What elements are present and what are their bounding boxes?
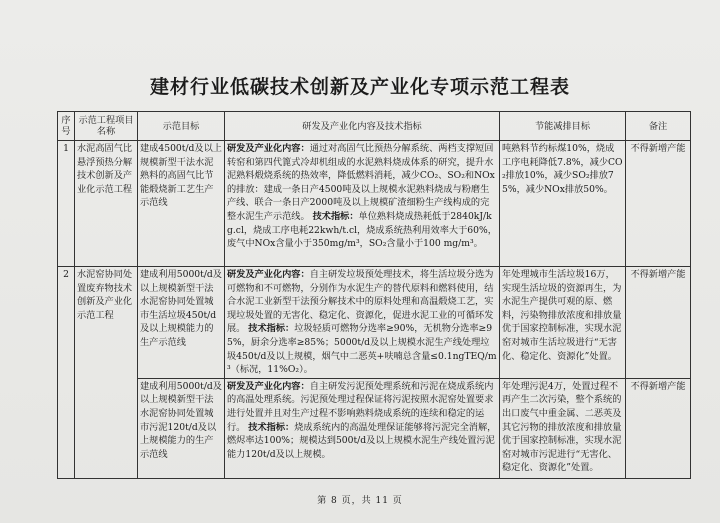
rd-text: 自主研发垃圾预处理技术，将生活垃圾分选为可燃物和不可燃物，分别作为水泥生产的替代原料和燃料使用，结合水泥工业新型干法预分解技术中的原料处理和高温煅烧工艺，实现垃圾处置的无害化、稳定化、资源化，促进水泥工业的可循环发展。 <box>227 269 494 335</box>
table-row <box>58 267 691 379</box>
row-goal: 建成4500t/d及以上规模新型干法水泥熟料的高固气比节能煅烧新工艺生产示范线 <box>138 141 225 267</box>
rd-text: 自主研发污泥预处理系统和污泥在烧成系统内的高温处理系统。污泥预处理过程保证将污泥按照水泥窑处置要求进行处置并且对生产过程不影响熟料烧成系统的连续和稳定的运行。 <box>227 380 494 433</box>
rd-label: 研发及产业化内容： <box>227 143 310 154</box>
tech-text: 垃圾轻质可燃物分选率≥90%，无机物分选率≥95%，厨余分选率≥85%；5000t/d及以上规模水泥生产线处理垃圾450t/d及以上规模，烟气中二恶英+呋喃总含量≤0.1ngTEQ/m³（标况，11%O₂）。 <box>227 323 497 376</box>
header-note: 备注 <box>626 112 691 141</box>
row-content <box>225 267 500 379</box>
row-note: 不得新增产能 <box>626 267 691 379</box>
tech-label: 技术指标： <box>248 421 295 433</box>
table-row <box>58 141 691 267</box>
row-seq: 2 <box>58 267 75 479</box>
rd-label: 研发及产业化内容： <box>227 269 310 280</box>
table-header-row <box>58 112 691 141</box>
header-saving: 节能减排目标 <box>500 112 626 141</box>
row-goal: 建成利用5000t/d及以上规模新型干法水泥窑协同处置城市生活垃圾450t/d及以上规模能力的生产示范线 <box>138 267 225 379</box>
row-saving: 吨熟料节约标煤10%，烧成工序电耗降低7.8%，减少CO₂排放10%，减少SO₂排放75%，减少NOx排放50%。 <box>500 141 626 267</box>
page-number: 第 8 页，共 11 页 <box>317 496 403 506</box>
row-seq: 1 <box>58 141 75 267</box>
header-seq: 序号 <box>58 112 75 141</box>
row-project: 水泥高固气比悬浮预热分解技术创新及产业化示范工程 <box>75 141 138 267</box>
rd-text: 通过对高固气比预热分解系统、两档支撑短回转窑和第四代篦式冷却机组成的水泥熟料烧成体系的研究，提升水泥熟料煅烧系统的热效率，降低燃料消耗，减少CO₂、SO₂和NOx的排放：建成一条日产4500吨及以上规模水泥熟料烧成与粉磨生产线、联合一条日产2000吨及以上规模矿渣细粉生产线构成的完整水泥生产示范线。 <box>227 143 495 222</box>
page-title: 建材行业低碳技术创新及产业化专项示范工程表 <box>149 76 570 98</box>
row-content <box>225 378 500 478</box>
row-note: 不得新增产能 <box>626 141 691 267</box>
row-saving: 年处理污泥4万，处置过程不再产生二次污染，整个系统的出口废气中重金属、二恶英及其它污物的排放浓度和排放量优于国家控制标准，实现水泥窑对城市污泥进行“无害化、稳定化、资源化”处置。 <box>500 378 626 478</box>
row-note: 不得新增产能 <box>626 378 691 478</box>
tech-label: 技术指标： <box>312 210 359 222</box>
row-saving: 年处理城市生活垃圾16万，实现生活垃圾的资源再生，为水泥生产提供可观的原、燃料，污染物排放浓度和排放量优于国家控制标准，实现水泥窑对城市生活垃圾进行“无害化、稳定化、资源化”处置。 <box>500 267 626 379</box>
header-content: 研发及产业化内容及技术指标 <box>225 112 500 141</box>
tech-label: 技术指标： <box>248 323 295 335</box>
row-project: 水泥窑协同处置废弃物技术创新及产业化示范工程 <box>75 267 138 479</box>
row-content <box>225 141 500 267</box>
tech-text: 烧成系统内的高温处理保证能够将污泥完全消解，燃烬率达100%；规模达到500t/d及以上规模水泥生产线处置污泥能力120t/d及以上规模。 <box>227 421 497 460</box>
demo-project-table <box>57 111 691 479</box>
rd-label: 研发及产业化内容： <box>227 380 310 392</box>
row-goal: 建成利用5000t/d及以上规模新型干法水泥窑协同处置城市污泥120t/d及以上规模能力的生产示范线 <box>138 378 225 478</box>
table-row <box>58 378 691 478</box>
tech-text: 单位熟料烧成热耗低于2840kJ/kg.cl，烧成工序电耗22kwh/t.cl，烧成系统热利用效率大于60%，废气中NOx含量小于350mg/m³，SO₂含量小于100 mg/m³。 <box>227 210 497 250</box>
header-goal: 示范目标 <box>138 112 225 141</box>
header-project: 示范工程项目名称 <box>75 112 138 141</box>
